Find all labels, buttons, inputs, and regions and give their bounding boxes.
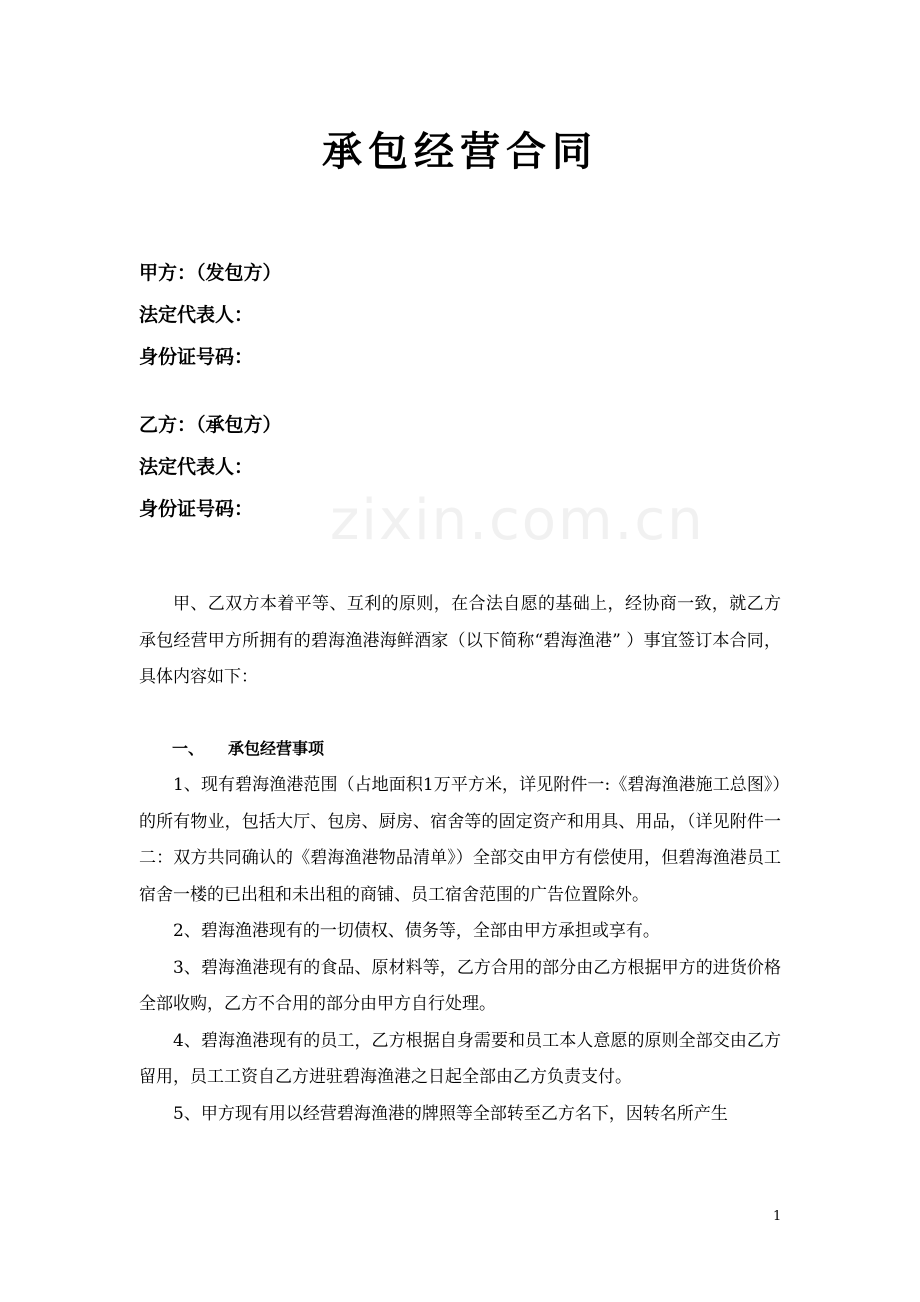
party-a-representative: 法定代表人： bbox=[139, 304, 254, 326]
section-1-heading-block bbox=[139, 731, 781, 767]
clause-3: 3、碧海渔港现有的食品、原材料等，乙方合用的部分由乙方根据甲方的进货价格全部收购，乙方不合用的部分由甲方自行处理。 bbox=[139, 957, 781, 1014]
clause-4: 4、碧海渔港现有的员工，乙方根据自身需要和员工本人意愿的原则全部交由乙方留用，员工工资自乙方进驻碧海渔港之日起全部由乙方负责支付。 bbox=[139, 1030, 781, 1087]
intro-paragraph-block bbox=[139, 586, 781, 696]
section-title: 承包经营事项 bbox=[228, 739, 325, 758]
section-1-clauses bbox=[139, 767, 781, 1132]
section-heading bbox=[172, 731, 781, 767]
party-b-block bbox=[139, 404, 282, 530]
section-number: 一、 bbox=[172, 739, 205, 758]
page-number: 1 bbox=[773, 1209, 782, 1224]
watermark: zixin.com.cn bbox=[330, 488, 705, 553]
clause-5: 5、甲方现有用以经营碧海渔港的牌照等全部转至乙方名下，因转名所产生 bbox=[173, 1103, 728, 1124]
clause-2: 2、碧海渔港现有的一切债权、债务等，全部由甲方承担或享有。 bbox=[173, 921, 660, 941]
clause-1: 1、现有碧海渔港范围（占地面积1万平方米，详见附件一:《碧海渔港施工总图》）的所有物业，包括大厅、包房、厨房、宿舍等的固定资产和用具、用品，（详见附件一二：双方共同确认的《碧海渔港物品清单》）全部交由甲方有偿使用，但碧海渔港员工宿舍一楼的已出租和未出租的商铺、员工宿舍范围的广告位置除外。 bbox=[139, 775, 781, 905]
party-b-id-number: 身份证号码： bbox=[139, 498, 254, 520]
document-title: 承包经营合同 bbox=[322, 129, 598, 175]
party-a-label: 甲方：（发包方） bbox=[139, 262, 282, 284]
intro-paragraph: 甲、乙双方本着平等、互利的原则，在合法自愿的基础上，经协商一致，就乙方承包经营甲方所拥有的碧海渔港海鲜酒家（以下简称“碧海渔港” ）事宜签订本合同，具体内容如下： bbox=[139, 594, 781, 687]
party-a-block bbox=[139, 252, 282, 378]
party-b-label: 乙方：（承包方） bbox=[139, 414, 282, 436]
party-b-representative: 法定代表人： bbox=[139, 456, 254, 478]
party-a-id-number: 身份证号码： bbox=[139, 346, 254, 368]
